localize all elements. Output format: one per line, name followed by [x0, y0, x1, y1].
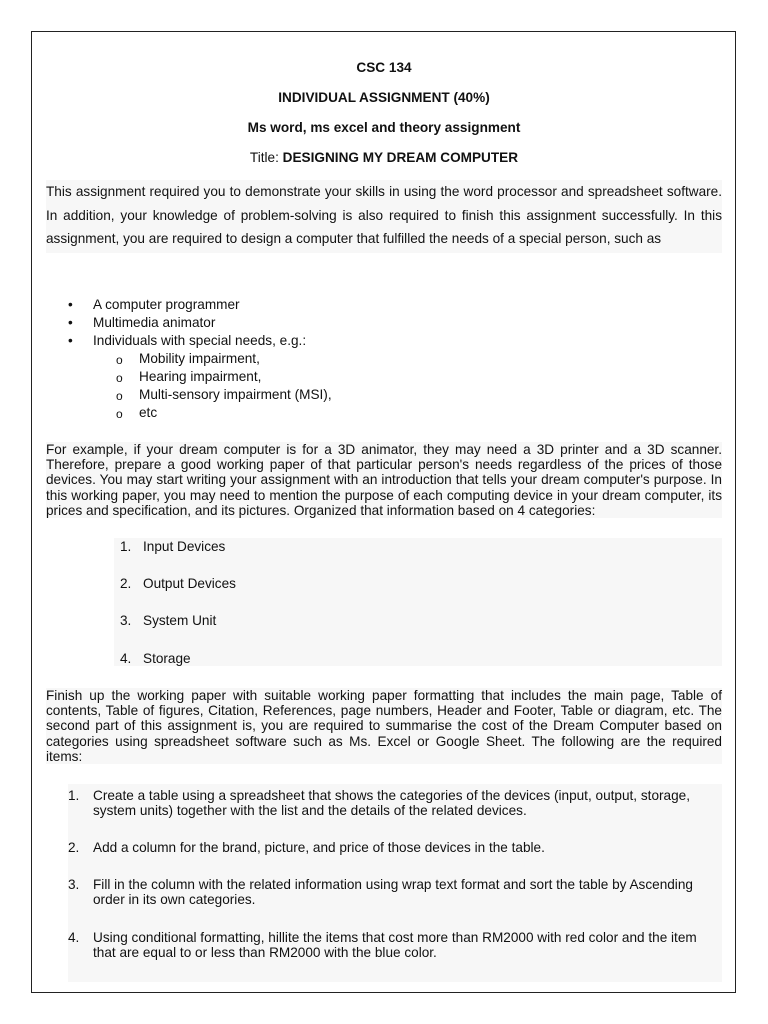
list-item	[46, 332, 722, 350]
sub-bullet-text: etc	[139, 405, 158, 420]
assignment-title	[0, 149, 768, 166]
requirement-number: 1.	[68, 788, 80, 803]
intro-paragraph: This assignment required you to demonstrate your skills in using the word processor and spreadsheet software. In addition, your knowledge of problem-solving is also required to finish this assignment successfully. In this assignment, you are required to design a computer that fulfilled the needs of a special person, such as	[46, 180, 722, 253]
requirement-text: Add a column for the brand, picture, and price of those devices in the table.	[93, 840, 545, 855]
sub-bullet-text: Hearing impairment,	[139, 369, 262, 384]
title-separator: :	[275, 150, 283, 165]
bullet-marker: •	[68, 315, 73, 330]
sub-list-item	[46, 404, 722, 422]
sub-bullet-text: Multi-sensory impairment (MSI),	[139, 387, 332, 402]
list-item	[46, 296, 722, 314]
course-code: CSC 134	[356, 60, 412, 75]
sub-bullet-marker: o	[116, 389, 123, 403]
requirements-list	[46, 784, 722, 982]
requirement-number: 2.	[68, 840, 80, 855]
category-number: 4.	[120, 651, 132, 666]
sub-bullet-text: Mobility impairment,	[139, 351, 260, 366]
sub-list-item	[46, 386, 722, 404]
sub-bullet-marker: o	[116, 407, 123, 421]
category-label: Input Devices	[143, 539, 226, 554]
category-label: System Unit	[143, 613, 217, 628]
bullet-text: A computer programmer	[93, 297, 240, 312]
person-bullet-list	[46, 296, 722, 422]
sub-bullet-marker: o	[116, 371, 123, 385]
category-list	[114, 538, 722, 666]
example-paragraph: For example, if your dream computer is for a 3D animator, they may need a 3D printer and a 3D scanner. Therefore, prepare a good working paper of that particular person's needs regardless of the prices of those devices. You may start writing your assignment with an introduction that tells your dream computer's purpose. In this working paper, you may need to mention the purpose of each computing device in your dream computer, its prices and specification, and its pictures. Organized that information based on 4 categories:	[46, 442, 722, 518]
assignment-subtitle: Ms word, ms excel and theory assignment	[247, 120, 521, 135]
title-label: Title	[249, 150, 276, 165]
category-number: 2.	[120, 576, 132, 591]
requirement-text: Using conditional formatting, hillite the items that cost more than RM2000 with red color and the item that are equal to or less than RM2000 with the blue color.	[93, 930, 697, 961]
category-number: 1.	[120, 539, 132, 554]
sub-bullet-marker: o	[116, 353, 123, 367]
bullet-text: Individuals with special needs, e.g.:	[93, 333, 307, 348]
title-value: DESIGNING MY DREAM COMPUTER	[282, 150, 519, 165]
sub-list-item	[46, 368, 722, 386]
bullet-marker: •	[68, 333, 73, 348]
requirement-number: 3.	[68, 877, 80, 892]
finish-paragraph: Finish up the working paper with suitable working paper formatting that includes the main page, Table of contents, Table of figures, Citation, References, page numbers, Header and Footer, Table or diagram, etc. The second part of this assignment is, you are required to summarise the cost of the Dream Computer based on categories using spreadsheet software such as Ms. Excel or Google Sheet. The following are the required items:	[46, 688, 722, 764]
requirement-number: 4.	[68, 930, 80, 945]
list-item	[46, 314, 722, 332]
bullet-text: Multimedia animator	[93, 315, 216, 330]
bullet-marker: •	[68, 297, 73, 312]
category-label: Output Devices	[143, 576, 236, 591]
category-number: 3.	[120, 613, 132, 628]
requirement-text: Fill in the column with the related information using wrap text format and sort the table by Ascending order in its own categories.	[93, 877, 693, 908]
category-label: Storage	[143, 651, 191, 666]
sub-list-item	[46, 350, 722, 368]
assignment-heading: INDIVIDUAL ASSIGNMENT (40%)	[278, 90, 490, 105]
requirement-text: Create a table using a spreadsheet that shows the categories of the devices (input, output, storage, system units) together with the list and the details of the related devices.	[93, 788, 690, 819]
